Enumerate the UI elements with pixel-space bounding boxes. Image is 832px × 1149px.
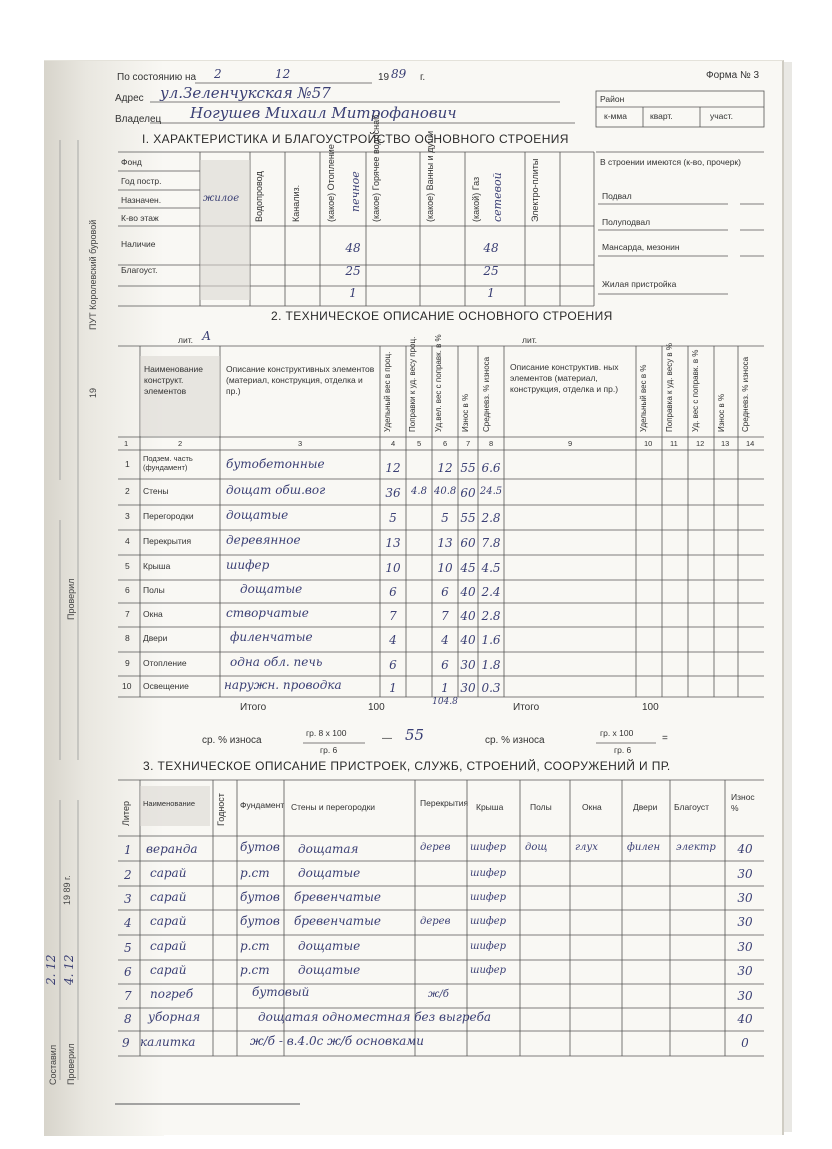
s3-row-fund: бутов — [240, 890, 280, 904]
s2-header-weight-corr: Уд.вел. вес с поправк. в % — [434, 334, 443, 432]
s3-row-roof: шифер — [470, 842, 507, 853]
s3-row-fund: р.ст — [240, 939, 270, 953]
s3-row-perek: дерев — [420, 842, 451, 853]
s2-row-wear: 40 — [460, 633, 476, 647]
s2-formula-num: гр. 8 х 100 — [306, 728, 347, 738]
s2-row-w: 10 — [385, 561, 401, 575]
s2-formula-eq2: = — [662, 733, 668, 744]
s3-row-walls: бревенчатые — [294, 914, 381, 928]
s2-row-descr: дощатые — [226, 508, 289, 522]
district-col-uchast: участ. — [710, 111, 733, 121]
s2-colnum-8: 8 — [489, 439, 494, 448]
section3-title: 3. ТЕХНИЧЕСКОЕ ОПИСАНИЕ ПРИСТРОЕК, СЛУЖБ, СТРОЕНИЙ, СООРУЖЕНИЙ И ПР. — [143, 759, 671, 773]
s2-row-wc: 6 — [441, 585, 449, 599]
s1-row-naznach: Назначен. — [121, 195, 162, 205]
s3-row-perek: дерев — [420, 916, 451, 927]
s3-header-door: Двери — [633, 802, 658, 812]
s3-row-walls: ж/б - в.4.0с ж/б основками — [250, 1034, 424, 1048]
s2-row-n: 2 — [125, 486, 130, 496]
s1-extra-otoplenie: 1 — [349, 286, 357, 300]
s3-row-lit: 5 — [124, 941, 132, 955]
s3-header-liter: Литер — [121, 801, 131, 826]
s2-row-name: Отопление — [143, 658, 187, 668]
s3-header-win: Окна — [582, 802, 602, 812]
year-prefix: 19 — [378, 72, 390, 83]
s3-row-roof: шифер — [470, 868, 507, 879]
s3-row-walls: дощатая одноместная без выгреба — [258, 1010, 492, 1024]
s2-colnum-4: 4 — [391, 439, 396, 448]
s2-row-avg: 24.5 — [479, 486, 503, 497]
s3-row-fund: бутовый — [252, 985, 310, 999]
s3-row-name: калитка — [140, 1035, 196, 1049]
s2-colnum-14: 14 — [746, 439, 755, 448]
s1-extra-gaz: 1 — [487, 286, 495, 300]
margin-made-label: Составил — [48, 1044, 58, 1085]
district-col-kvart: кварт. — [650, 111, 673, 121]
owner-value: Ногушев Михаил Митрофанович — [190, 104, 457, 122]
s3-header-name: Наименование — [143, 799, 195, 808]
s3-row-lit: 6 — [124, 965, 132, 979]
s2-row-wear: 55 — [460, 511, 476, 525]
s2-row-wear: 60 — [460, 486, 476, 500]
s2-lit-left-value: А — [202, 329, 212, 343]
s2-lit-left-label: лит. — [178, 335, 194, 345]
s2-formula-num2: гр. х 100 — [600, 728, 634, 738]
s2-row-descr: деревянное — [226, 533, 301, 547]
s1-row-etazh: К-во этаж — [121, 213, 159, 223]
s1-naznach-value: жилое — [203, 193, 240, 204]
s2-row-n: 6 — [125, 585, 130, 595]
s2-row-wc: 13 — [437, 536, 453, 550]
s2-row-w: 4 — [389, 633, 397, 647]
s2-row-wear: 40 — [460, 585, 476, 599]
s1-right-mansarda: Мансарда, мезонин — [602, 242, 680, 252]
s2-row-name: Перегородки — [143, 511, 194, 521]
s2-row-wc: 6 — [441, 658, 449, 672]
s3-row-wear: 40 — [737, 842, 753, 856]
s2-row-wc: 40.8 — [434, 486, 457, 497]
s3-header-blag: Благоуст — [674, 802, 710, 812]
s1-nalichie-otoplenie: 48 — [345, 241, 361, 255]
s2-header-weight: Удельный вес в проц. — [383, 351, 392, 432]
s1-col-gaz: (какой) Газ — [471, 176, 481, 222]
s2-row-w: 7 — [389, 609, 397, 623]
s3-row-wear: 0 — [741, 1036, 749, 1050]
s2-row-wear: 55 — [460, 461, 476, 475]
s2-row-n: 4 — [125, 536, 130, 546]
s2-row-avg: 1.6 — [481, 633, 501, 647]
state-month: 12 — [275, 67, 291, 81]
year-unit: г. — [420, 72, 426, 83]
s2-colnum-1: 1 — [124, 439, 129, 448]
s2-total-w: 100 — [368, 702, 385, 713]
s3-row-lit: 1 — [124, 843, 132, 857]
s3-row-floor: дощ — [525, 842, 548, 853]
s2-row-descr: наружн. проводка — [224, 678, 342, 692]
s3-row-wear: 30 — [737, 989, 753, 1003]
s1-right-pristroika: Жилая пристройка — [602, 279, 677, 289]
s2-colnum-5: 5 — [417, 439, 422, 448]
s2-row-descr: одна обл. печь — [230, 655, 323, 669]
s1-col-gor-voda: (какое) Горячее водоснаб. — [371, 112, 381, 222]
form-number: Форма № 3 — [706, 70, 760, 81]
s2-row-w: 12 — [385, 461, 401, 475]
s2-row-descr: шифер — [226, 558, 270, 572]
s3-row-fund: бутов — [240, 914, 280, 928]
s3-row-roof: шифер — [470, 941, 507, 952]
s2-header-correction: Поправки к уд. весу проц. — [408, 336, 417, 432]
s3-row-fund: бутов — [240, 840, 280, 854]
s1-col-kanaliz: Канализ. — [291, 184, 301, 222]
s2-row-c: 4.8 — [411, 486, 427, 497]
s3-row-wear: 30 — [737, 915, 753, 929]
s3-row-name: сарай — [150, 939, 187, 953]
s3-row-name: уборная — [148, 1010, 201, 1024]
s3-row-walls: дощатая — [298, 842, 359, 856]
s2-row-name: Окна — [143, 609, 163, 619]
state-label: По состоянию на — [117, 72, 197, 83]
margin-checked-label: Проверил — [66, 1043, 76, 1085]
s3-row-walls: дощатые — [298, 963, 361, 977]
s1-row-blagoust: Благоуст. — [121, 265, 158, 275]
s2-row-name: Двери — [143, 633, 168, 643]
s2-formula-result: 55 — [405, 726, 425, 744]
s2-formula-den2: гр. 6 — [614, 745, 632, 755]
s3-row-lit: 8 — [124, 1012, 132, 1026]
s2-row-avg: 1.8 — [481, 658, 501, 672]
s1-row-nalichie: Наличие — [121, 239, 156, 249]
s2-colnum-3: 3 — [298, 439, 303, 448]
district-title: Район — [600, 94, 625, 104]
s2-row-wear: 60 — [460, 536, 476, 550]
s2-row-avg: 2.8 — [481, 609, 501, 623]
s3-row-win: глух — [575, 842, 598, 853]
s1-col-electro: Электро-плиты — [530, 158, 540, 222]
s2-row-wc: 4 — [441, 633, 449, 647]
s3-row-fund: р.ст — [240, 866, 270, 880]
s3-row-lit: 2 — [124, 868, 132, 882]
s2-row-w: 6 — [389, 658, 397, 672]
s2-total-w2: 100 — [642, 702, 659, 713]
s3-row-name: сарай — [150, 914, 187, 928]
s1-col-vanny: (какое) Ванны и души — [425, 130, 435, 222]
s2-row-name: Перекрытия — [143, 536, 192, 546]
s1-gas-type: сетевой — [491, 172, 504, 222]
s2-row-n: 3 — [125, 511, 130, 521]
s2-header-weight-corr2: Уд. вес с поправк. в % — [691, 349, 700, 432]
s3-row-roof: шифер — [470, 916, 507, 927]
s2-row-avg: 4.5 — [481, 561, 501, 575]
s2-row-wear: 45 — [460, 561, 476, 575]
s3-row-roof: шифер — [470, 892, 507, 903]
s2-row-name: Подзем. часть (фундамент) — [143, 454, 193, 472]
s2-row-n: 10 — [122, 681, 132, 691]
s2-colnum-9: 9 — [568, 439, 573, 448]
s2-total-label: Итого — [240, 702, 267, 713]
s2-header-descr2: Описание конструктив. ных элементов (материал, конструкция, отделка и пр.) — [510, 362, 619, 395]
s3-header-walls: Стены и перегородки — [291, 802, 376, 812]
s2-colnum-13: 13 — [721, 439, 730, 448]
s2-row-avg: 7.8 — [481, 536, 501, 550]
s1-blag-otoplenie: 25 — [345, 264, 361, 278]
s3-row-name: сарай — [150, 866, 187, 880]
s3-row-name: веранда — [146, 842, 198, 856]
s3-row-blag: электр — [676, 842, 716, 853]
s2-colnum-2: 2 — [178, 439, 183, 448]
s2-row-w: 1 — [389, 681, 397, 695]
s2-header-avg-wear2: Средневз. % износа — [741, 356, 750, 432]
section2-title: 2. ТЕХНИЧЕСКОЕ ОПИСАНИЕ ОСНОВНОГО СТРОЕНИЯ — [271, 309, 613, 323]
s2-row-name: Крыша — [143, 561, 171, 571]
margin-made-date: 2. 12 — [44, 954, 58, 985]
s3-row-fund: р.ст — [240, 963, 270, 977]
s2-formula-den: гр. 6 — [320, 745, 338, 755]
s2-row-wear: 30 — [460, 681, 476, 695]
district-col-kmma: к-мма — [604, 111, 627, 121]
s2-avg-label: ср. % износа — [202, 735, 262, 746]
s2-row-descr: дощат обш.вог — [226, 483, 326, 497]
s2-colnum-10: 10 — [644, 439, 653, 448]
s3-row-door: филен — [627, 842, 661, 853]
s2-avg-label2: ср. % износа — [485, 735, 545, 746]
faded-stamp-section1 — [200, 160, 250, 300]
margin-check-label: Проверил — [66, 578, 76, 620]
s2-row-name: Освещение — [143, 681, 189, 691]
s3-row-walls: дощатые — [298, 866, 361, 880]
s2-row-avg: 6.6 — [481, 461, 501, 475]
s2-row-descr: филенчатые — [230, 630, 313, 644]
s2-row-wc: 7 — [441, 609, 449, 623]
section1-title: I. ХАРАКТЕРИСТИКА И БЛАГОУСТРОЙСТВО ОСНОВНОГО СТРОЕНИЯ — [142, 132, 569, 146]
s2-row-w: 5 — [389, 511, 397, 525]
s1-col-otoplenie: (какое) Отопление — [326, 144, 336, 222]
s2-header-correction2: Поправка к уд. весу в % — [665, 342, 674, 432]
s2-colnum-6: 6 — [443, 439, 448, 448]
s1-heating-type: печное — [349, 171, 362, 212]
s1-col-vodoprovod: Водопровод — [254, 171, 264, 222]
s2-header-wear: Износ в % — [461, 393, 470, 432]
s2-row-wc: 5 — [441, 511, 449, 525]
s2-row-n: 9 — [125, 658, 130, 668]
margin-org: ПУТ Королевский буровой — [88, 219, 98, 330]
s2-row-name: Стены — [143, 486, 169, 496]
s3-row-wear: 40 — [737, 1012, 753, 1026]
s2-colnum-7: 7 — [466, 439, 471, 448]
s2-row-wear: 40 — [460, 609, 476, 623]
s3-row-lit: 7 — [124, 989, 132, 1003]
s1-row-fond: Фонд — [121, 157, 142, 167]
s3-row-name: сарай — [150, 963, 187, 977]
owner-label: Владелец — [115, 114, 162, 125]
s3-row-walls: дощатые — [298, 939, 361, 953]
s2-colnum-12: 12 — [696, 439, 705, 448]
address-value: ул.Зеленчукская №57 — [160, 84, 331, 102]
s3-row-lit: 3 — [124, 892, 132, 906]
s2-row-n: 7 — [125, 609, 130, 619]
s2-header-wear2: Износ в % — [717, 393, 726, 432]
s3-row-roof: шифер — [470, 965, 507, 976]
s2-row-n: 1 — [125, 459, 130, 469]
s3-row-name: погреб — [150, 987, 194, 1001]
s3-row-lit: 9 — [122, 1036, 130, 1050]
s2-row-descr: дощатые — [240, 582, 303, 596]
s2-row-w: 13 — [385, 536, 401, 550]
s2-row-n: 5 — [125, 561, 130, 571]
s3-row-wear: 30 — [737, 867, 753, 881]
s3-row-walls: бревенчатые — [294, 890, 381, 904]
s3-row-wear: 30 — [737, 940, 753, 954]
s2-row-avg: 2.8 — [481, 511, 501, 525]
s1-right-polupodval: Полуподвал — [602, 217, 651, 227]
s2-formula-dash: — — [382, 733, 392, 744]
margin-year-left: 19 — [88, 387, 98, 398]
s3-header-roof: Крыша — [476, 802, 504, 812]
s2-header-avg-wear: Средневз. % износа — [482, 356, 491, 432]
margin-year-bottom: 19 89 г. — [62, 875, 72, 905]
state-day: 2 — [214, 67, 222, 81]
s2-header-name: Наименование конструкт. элементов — [144, 364, 203, 397]
s3-row-perek: ж/б — [428, 989, 449, 1000]
year-suffix: 89 — [391, 67, 407, 81]
s2-row-n: 8 — [125, 633, 130, 643]
s3-row-wear: 30 — [737, 964, 753, 978]
s2-total-wc: 104.8 — [432, 697, 458, 707]
s3-header-perek: Перекрытия — [420, 798, 469, 808]
s3-row-name: сарай — [150, 890, 187, 904]
s3-header-wear: Износ % — [731, 792, 755, 814]
s2-header-descr: Описание конструктивных элементов (материал, конструкция, отделка и пр.) — [226, 364, 375, 397]
s1-blag-gaz: 25 — [483, 264, 499, 278]
s2-lit-right-label: лит. — [522, 335, 538, 345]
s2-row-wc: 12 — [437, 461, 453, 475]
s1-right-title: В строении имеются (к-во, прочерк) — [600, 157, 741, 167]
margin-checked-date: 4. 12 — [62, 954, 76, 985]
s2-row-descr: створчатые — [226, 606, 309, 620]
s2-row-name: Полы — [143, 585, 165, 595]
s1-row-god: Год постр. — [121, 176, 162, 186]
s3-row-lit: 4 — [124, 916, 132, 930]
s2-row-avg: 2.4 — [481, 585, 501, 599]
s2-row-w: 36 — [385, 486, 401, 500]
s2-row-avg: 0.3 — [481, 681, 501, 695]
s3-header-fund: Фундамент — [240, 800, 285, 810]
s2-row-wear: 30 — [460, 658, 476, 672]
s3-row-wear: 30 — [737, 891, 753, 905]
address-label: Адрес — [115, 93, 144, 104]
s2-row-wc: 10 — [437, 561, 453, 575]
s2-total-label2: Итого — [513, 702, 540, 713]
s1-right-podval: Подвал — [602, 191, 632, 201]
s2-row-descr: бутобетонные — [226, 457, 325, 471]
s2-row-wc: 1 — [441, 681, 449, 695]
s3-header-godnost: Годност — [216, 793, 226, 826]
s2-header-weight2: Удельный вес в % — [639, 364, 648, 432]
s2-colnum-11: 11 — [670, 439, 678, 448]
s2-row-w: 6 — [389, 585, 397, 599]
s1-nalichie-gaz: 48 — [483, 241, 499, 255]
s3-header-floor: Полы — [530, 802, 552, 812]
